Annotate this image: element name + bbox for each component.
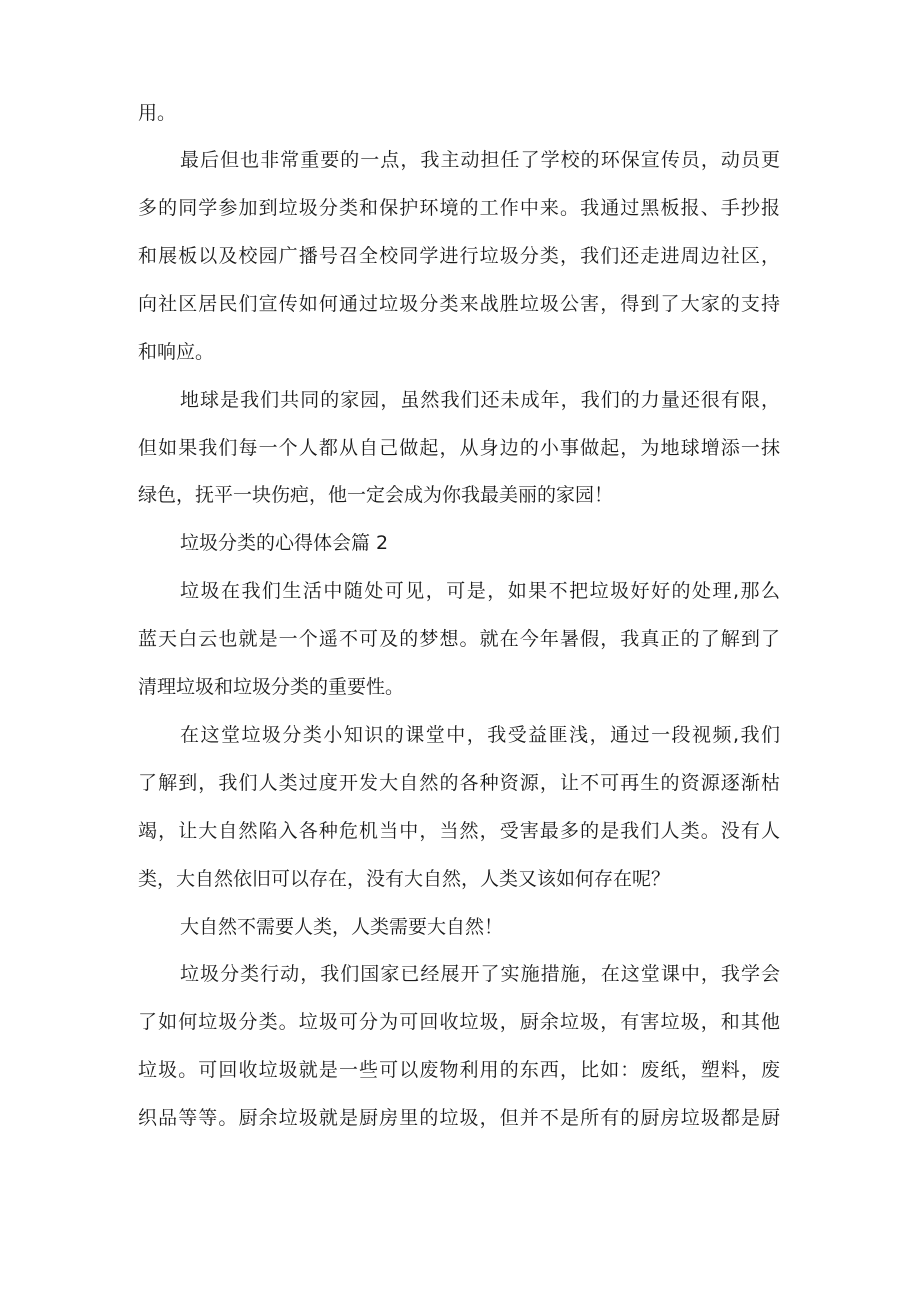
text-line: 了解到，我们人类过度开发大自然的各种资源，让不可再生的资源逐渐枯	[138, 772, 780, 794]
text-line: 类，大自然依旧可以存在，没有大自然，人类又该如何存在呢？	[138, 868, 671, 890]
text-line: 垃圾在我们生活中随处可见，可是，如果不把垃圾好好的处理,那么	[180, 580, 780, 602]
text-line: 垃圾分类行动，我们国家已经展开了实施措施，在这堂课中，我学会	[180, 963, 780, 985]
text-line: 织品等等。厨余垃圾就是厨房里的垃圾，但并不是所有的厨房垃圾都是厨	[138, 1107, 780, 1129]
text-line: 多的同学参加到垃圾分类和保护环境的工作中来。我通过黑板报、手抄报	[138, 197, 780, 219]
text-line: 了如何垃圾分类。垃圾可分为可回收垃圾，厨余垃圾，有害垃圾，和其他	[138, 1011, 780, 1033]
text-line: 但如果我们每一个人都从自己做起，从身边的小事做起，为地球增添一抹	[138, 437, 780, 459]
text-line: 绿色，抚平一块伤疤，他一定会成为你我最美丽的家园！	[138, 484, 614, 506]
text-line: 竭，让大自然陷入各种危机当中，当然，受害最多的是我们人类。没有人	[138, 820, 780, 842]
text-line: 蓝天白云也就是一个遥不可及的梦想。就在今年暑假，我真正的了解到了	[138, 628, 780, 650]
text-line: 和展板以及校园广播号召全校同学进行垃圾分类，我们还走进周边社区，	[138, 245, 780, 267]
text-line: 垃圾。可回收垃圾就是一些可以废物利用的东西，比如：废纸，塑料，废	[138, 1059, 780, 1081]
text-line: 用。	[138, 102, 177, 124]
text-line: 和响应。	[138, 341, 215, 363]
text-line: 大自然不需要人类，人类需要大自然！	[180, 916, 504, 938]
text-line: 在这堂垃圾分类小知识的课堂中，我受益匪浅，通过一段视频,我们	[180, 724, 780, 746]
text-line: 地球是我们共同的家园，虽然我们还未成年，我们的力量还很有限，	[180, 389, 780, 411]
text-line: 向社区居民们宣传如何通过垃圾分类来战胜垃圾公害，得到了大家的支持	[138, 293, 780, 315]
text-line: 最后但也非常重要的一点，我主动担任了学校的环保宣传员，动员更	[180, 149, 780, 171]
section-heading: 垃圾分类的心得体会篇 2	[180, 532, 389, 554]
text-line: 清理垃圾和垃圾分类的重要性。	[138, 676, 405, 698]
